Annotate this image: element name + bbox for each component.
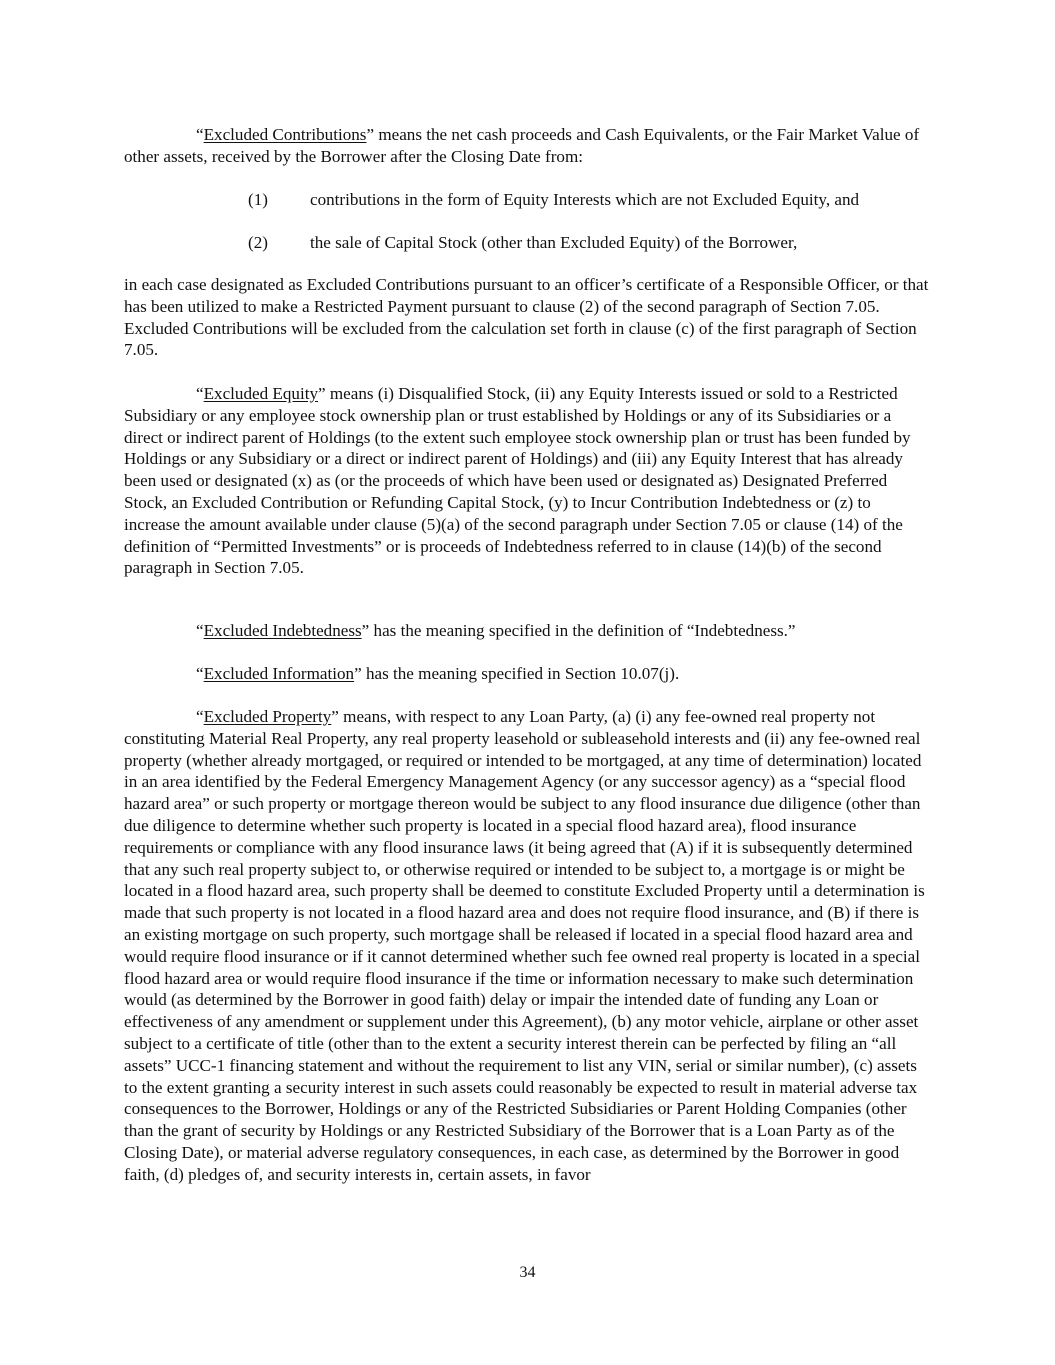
defined-term: Excluded Contributions (203, 125, 367, 144)
definition-excluded-equity (124, 383, 931, 579)
list-item-number: (2) (248, 233, 268, 252)
definition-text: ” has the meaning specified in Section 10.07(j). (354, 664, 680, 683)
definition-excluded-property (124, 706, 931, 1186)
definition-text: ” has the meaning specified in the definition of “Indebtedness.” (361, 621, 796, 640)
open-quote: “ (196, 707, 204, 726)
definition-text: ” means, with respect to any Loan Party, (a) (i) any fee-owned real property not constituting Material Real Property, any real property leasehold or subleasehold interests and (ii) any fee-owned real property (whether already mortgaged, or required or intended to be mortgaged, at any time of determination) located in an area identified by the Federal Emergency Management Agency (or any successor agency) as a “special flood hazard area” or such property or mortgage thereon would be subject to any flood insurance due diligence (other than due diligence to determine whether such property is located in a special flood hazard area), flood insurance requirements or compliance with any flood insurance laws (it being agreed that (A) if it is subsequently determined that any such real property subject to, or otherwise required or intended to be subject to, a mortgage is or might be located in a flood hazard area, such property shall be deemed to constitute Excluded Property until a determination is made that such property is not located in a flood hazard area and does not require flood insurance, and (B) if there is an existing mortgage on such property, such mortgage shall be released if located in a special flood hazard area and would require flood insurance or if it cannot determined whether such fee owned real property is located in a special flood hazard area or would require flood insurance if the time or information necessary to make such determination would (as determined by the Borrower in good faith) delay or impair the intended date of funding any Loan or effectiveness of any amendment or supplement under this Agreement), (b) any motor vehicle, airplane or other asset subject to a certificate of title (other than to the extent a security interest therein can be perfected by filing an “all assets” UCC-1 financing statement and without the requirement to list any VIN, serial or similar number), (c) assets to the extent granting a security interest in such assets could reasonably be expected to result in material adverse tax consequences to the Borrower, Holdings or any of the Restricted Subsidiaries or Parent Holding Companies (other than the grant of security by Holdings or any Restricted Subsidiary of the Borrower that is a Loan Party as of the Closing Date), or material adverse regulatory consequences, in each case, as determined by the Borrower in good faith, (d) pledges of, and security interests in, certain assets, in favor (124, 707, 925, 1184)
open-quote: “ (196, 621, 204, 640)
definition-text: ” means the net cash proceeds and Cash Equivalents, or the Fair Market Value of other assets, received by the Borrower after the Closing Date from: (124, 125, 920, 166)
definition-excluded-information (124, 663, 931, 685)
definition-text: ” means (i) Disqualified Stock, (ii) any Equity Interests issued or sold to a Restricted Subsidiary or any employee stock ownership plan or trust established by Holdings or any of its Subsidiaries or a direct or indirect parent of Holdings (to the extent such employee stock ownership plan or trust has been funded by Holdings or any Subsidiary or a direct or indirect parent of Holdings) and (iii) any Equity Interest that has already been used or designated (x) as (or the proceeds of which have been used or designated as) Designated Preferred Stock, an Excluded Contribution or Refunding Capital Stock, (y) to Incur Contribution Indebtedness or (z) to increase the amount available under clause (5)(a) of the second paragraph under Section 7.05 or clause (14) of the definition of “Permitted Investments” or is proceeds of Indebtedness referred to in clause (14)(b) of the second paragraph in Section 7.05. (124, 384, 911, 578)
definition-excluded-contributions (124, 124, 931, 168)
page-number: 34 (519, 1264, 536, 1281)
definition-excluded-indebtedness (124, 620, 931, 642)
defined-term: Excluded Equity (203, 384, 319, 403)
defined-term: Excluded Property (203, 707, 332, 726)
list-item-number: (1) (248, 190, 268, 209)
open-quote: “ (196, 125, 204, 144)
definition-continuation: in each case designated as Excluded Contributions pursuant to an officer’s certificate of a Responsible Officer, or that has been utilized to make a Restricted Payment pursuant to clause (2) of the second paragraph of Section 7.05. Excluded Contributions will be excluded from the calculation set forth in clause (c) of the first paragraph of Section 7.05. (124, 275, 929, 360)
defined-term: Excluded Information (203, 664, 355, 683)
list-item-text: contributions in the form of Equity Interests which are not Excluded Equity, and (310, 190, 860, 209)
list-item (0, 232, 1055, 254)
open-quote: “ (196, 384, 204, 403)
defined-term: Excluded Indebtedness (203, 621, 362, 640)
list-item (0, 189, 1055, 211)
open-quote: “ (196, 664, 204, 683)
list-item-text: the sale of Capital Stock (other than Excluded Equity) of the Borrower, (310, 233, 798, 252)
